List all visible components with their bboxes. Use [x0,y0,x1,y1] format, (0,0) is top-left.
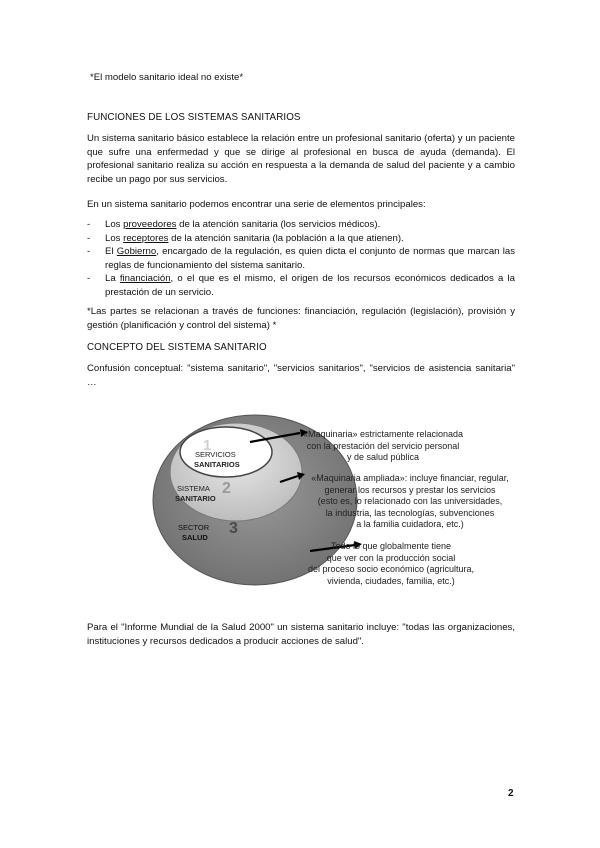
list-text: , encargado de la regulación, es quien dicta el conjunto de normas que marcan las reglas de funcionamiento del sistema sanitario. [105,246,515,271]
list-text: de la atención sanitaria (la población a la que atienen). [168,232,404,244]
concentric-diagram [150,390,530,600]
list-text: La [105,273,120,285]
section-title-funciones: FUNCIONES DE LOS SISTEMAS SANITARIOS [87,112,301,123]
list-item [87,245,515,272]
list-text: El [105,246,117,258]
ring-3-label-1: SECTOR [178,523,210,532]
list-item [87,218,515,232]
list-text: Los [105,219,124,230]
list-dash: - [87,219,91,230]
paragraph-definicion: Un sistema sanitario básico establece la relación entre un profesional sanitario (oferta) y un paciente que sufre una enfermedad y que se dirige al profesional en busca de ayuda (demanda). El profesional sanitario realiza su acción en respuesta a la demanda de salud del paciente y a cambio recibe un pago por sus servicios. [87,133,515,185]
page-number: 2 [508,788,514,799]
ring-2-label-2: SANITARIO [175,494,216,503]
list-text: de la atención sanitaria (los servicios médicos). [176,219,381,230]
note-maquinaria-ampliada: «Maquinaria ampliada»: incluye financiar, regular, generar los recursos y prestar los servicios (esto es, lo relacionado con las universidades, la industria, las tecnologías, subvenciones a la familia cuidadora, etc.) [311,473,509,529]
list-dash: - [87,246,91,258]
quote-line: *El modelo sanitario ideal no existe* [90,72,244,83]
list-term: financiación [119,273,171,285]
note-maquinaria: «Maquinaria» estrictamente relacionada con la prestación del servicio personal y de salud pública [302,429,464,462]
list-term: receptores [123,232,169,244]
elements-list [87,218,515,300]
ring-3-label-2: SALUD [182,533,208,542]
ring-1-label-2: SANITARIOS [194,460,240,469]
list-term: Gobierno [116,246,157,258]
ring-2-number: 2 [222,480,231,497]
list-item [87,272,515,299]
note-sector-salud: Todo lo que globalmente tiene que ver con la producción social del proceso socio económico (agricultura, vivienda, ciudades, familia, etc.) [307,541,475,586]
ring-3-number: 3 [229,520,238,537]
section-title-concepto: CONCEPTO DEL SISTEMA SANITARIO [87,342,267,353]
ring-1-number: 1 [203,437,212,454]
list-term: proveedores [123,219,177,230]
list-dash: - [87,232,91,244]
paragraph-elementos-intro: En un sistema sanitario podemos encontrar una serie de elementos principales: [87,199,426,210]
paragraph-confusion: Confusión conceptual: "sistema sanitario", "servicios sanitarios", "servicios de asistencia sanitaria" … [87,363,515,388]
paragraph-informe-mundial: Para el "Informe Mundial de la Salud 2000" un sistema sanitario incluye: "todas las organizaciones, instituciones y recursos dedicados a producir acciones de salud". [87,622,515,647]
ring-1-label-1: SERVICIOS [195,450,236,459]
list-dash: - [87,273,91,285]
paragraph-funciones: *Las partes se relacionan a través de funciones: financiación, regulación (legislación), provisión y gestión (planificación y control del sistema) * [87,306,515,331]
ring-2-label-1: SISTEMA [177,484,210,493]
list-text: , o el que es el mismo, el origen de los recursos económicos dedicados a la prestación de un servicio. [105,273,516,298]
list-text: Los [105,232,124,244]
list-item [87,232,515,246]
